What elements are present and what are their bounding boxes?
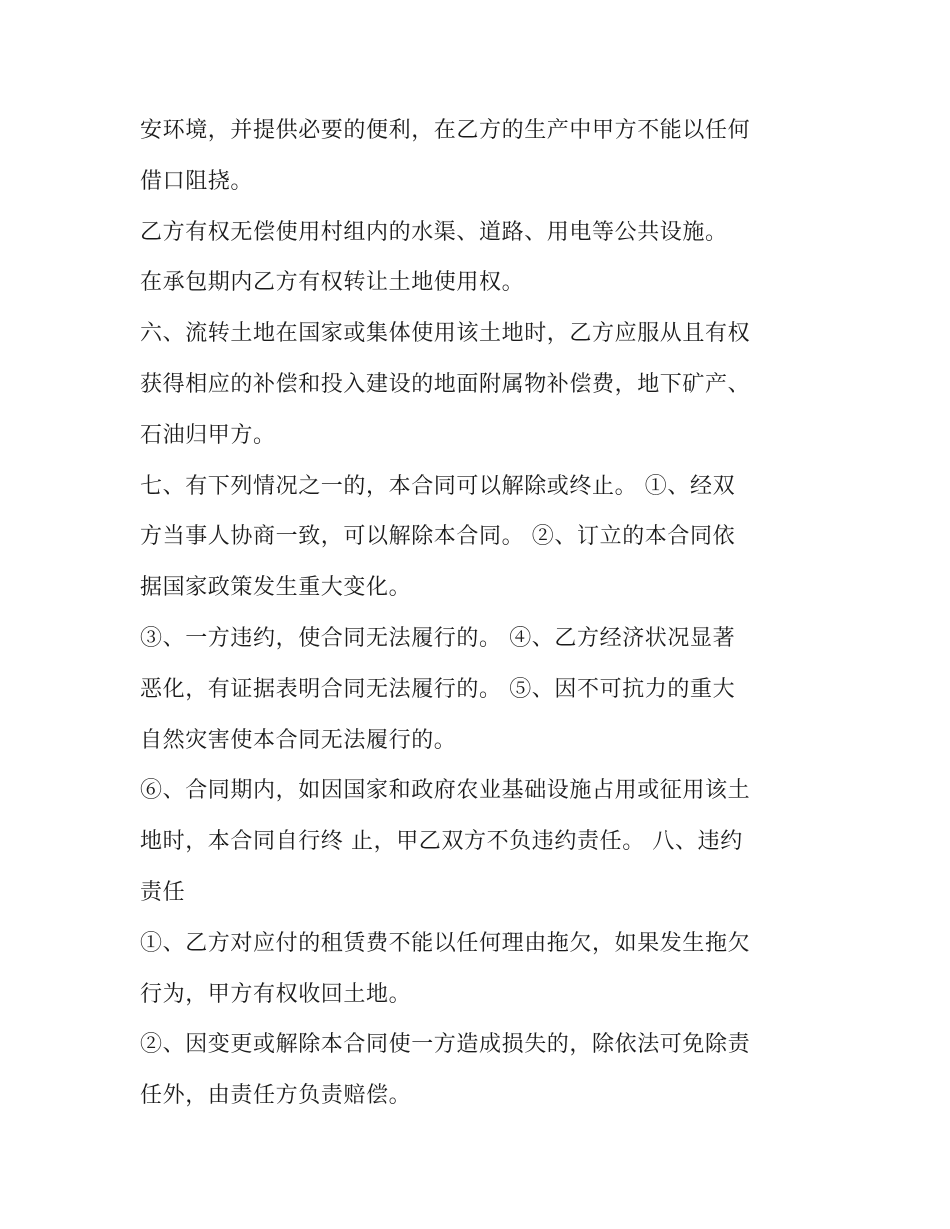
text-line: 六、流转土地在国家或集体使用该土地时，乙方应服从且有权 bbox=[140, 321, 751, 347]
text-line: 地时，本合同自行终 止，甲乙双方不负违约责任。 八、违约 bbox=[140, 829, 743, 855]
text-line: 石油归甲方。 bbox=[140, 422, 276, 448]
text-line: 行为，甲方有权收回土地。 bbox=[140, 981, 412, 1007]
text-line: ①、乙方对应付的租赁费不能以任何理由拖欠，如果发生拖欠 bbox=[140, 930, 751, 956]
text-line: 七、有下列情况之一的，本合同可以解除或终止。 ①、经双 bbox=[140, 473, 736, 499]
text-line: 获得相应的补偿和投入建设的地面附属物补偿费，地下矿产、 bbox=[140, 371, 751, 397]
text-line: 任外，由责任方负责赔偿。 bbox=[140, 1083, 412, 1109]
document-body bbox=[140, 106, 820, 1122]
text-line: 据国家政策发生重大变化。 bbox=[140, 575, 412, 601]
text-line: 乙方有权无偿使用村组内的水渠、道路、用电等公共设施。 bbox=[140, 219, 728, 245]
text-line: ②、因变更或解除本合同使一方造成损失的，除依法可免除责 bbox=[140, 1032, 751, 1058]
text-line: 自然灾害使本合同无法履行的。 bbox=[140, 727, 457, 753]
text-line: ③、一方违约，使合同无法履行的。 ④、乙方经济状况显著 bbox=[140, 625, 736, 651]
text-line: ⑥、合同期内，如因国家和政府农业基础设施占用或征用该土 bbox=[140, 778, 751, 804]
text-line: 安环境，并提供必要的便利，在乙方的生产中甲方不能以任何 bbox=[140, 118, 751, 143]
text-line: 方当事人协商一致，可以解除本合同。 ②、订立的本合同依 bbox=[140, 524, 736, 550]
text-line: 责任 bbox=[140, 879, 186, 905]
text-line: 在承包期内乙方有权转让土地使用权。 bbox=[140, 270, 525, 296]
text-line: 借口阻挠。 bbox=[140, 168, 254, 194]
text-line: 恶化，有证据表明合同无法履行的。 ⑤、因不可抗力的重大 bbox=[140, 676, 736, 702]
